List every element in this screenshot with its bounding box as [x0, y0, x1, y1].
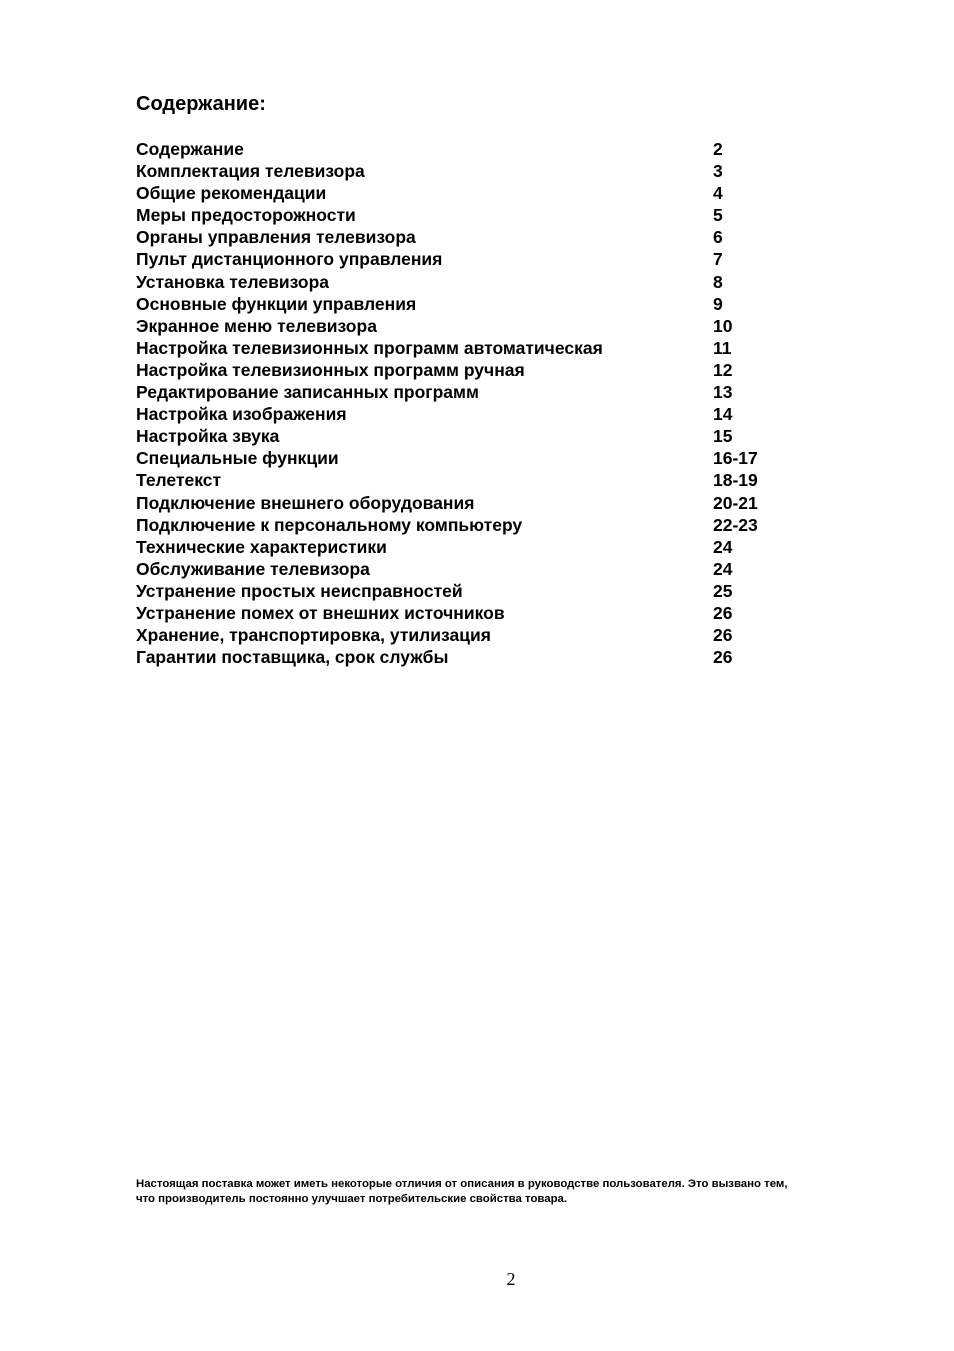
toc-row — [136, 182, 816, 204]
toc-row — [136, 492, 816, 514]
toc-entry-title: Пульт дистанционного управления — [136, 249, 443, 270]
toc-row — [136, 646, 816, 668]
toc-entry-page: 2 — [713, 139, 723, 159]
toc-entry-title: Редактирование записанных программ — [136, 382, 479, 403]
toc-row — [136, 381, 816, 403]
toc-entry-title: Настройка телевизионных программ автоматическая — [136, 337, 603, 358]
toc-row — [136, 293, 816, 315]
footnote-line-2: что производитель постоянно улучшает потребительские свойства товара. — [136, 1193, 568, 1205]
toc-entry-title: Комплектация телевизора — [136, 161, 365, 182]
toc-row — [136, 580, 816, 602]
toc-entry-page: 22-23 — [713, 514, 758, 535]
toc-entry-title: Настройка изображения — [136, 404, 347, 425]
toc-entry-title: Устранение помех от внешних источников — [136, 602, 505, 623]
footnote — [136, 1177, 896, 1207]
toc-row — [136, 204, 816, 226]
toc-entry-page: 26 — [713, 647, 733, 668]
table-of-contents — [136, 138, 816, 668]
toc-entry-title: Настройка звука — [136, 426, 280, 447]
toc-entry-page: 9 — [713, 293, 723, 314]
toc-row — [136, 536, 816, 558]
toc-entry-page: 8 — [713, 271, 723, 292]
toc-entry-page: 18-19 — [713, 470, 758, 491]
toc-entry-page: 25 — [713, 580, 733, 601]
toc-entry-page: 13 — [713, 382, 733, 403]
toc-row — [136, 271, 816, 293]
toc-entry-page: 26 — [713, 625, 733, 646]
toc-entry-title: Экранное меню телевизора — [136, 315, 377, 336]
toc-entry-title: Специальные функции — [136, 448, 339, 469]
toc-entry-title: Содержание — [136, 139, 244, 159]
toc-entry-page: 7 — [713, 249, 723, 270]
footnote-line-1: Настоящая поставка может иметь некоторые отличия от описания в руководстве пользователя. Это вызвано тем, — [136, 1178, 788, 1190]
toc-entry-title: Настройка телевизионных программ ручная — [136, 359, 525, 380]
toc-entry-page: 24 — [713, 536, 733, 557]
toc-entry-title: Подключение внешнего оборудования — [136, 492, 475, 513]
toc-row — [136, 469, 816, 491]
toc-row — [136, 226, 816, 248]
toc-entry-title: Меры предосторожности — [136, 205, 356, 226]
toc-entry-title: Подключение к персональному компьютеру — [136, 514, 523, 535]
toc-entry-title: Хранение, транспортировка, утилизация — [136, 625, 491, 646]
toc-row — [136, 558, 816, 580]
page-title: Содержание: — [136, 93, 266, 115]
toc-row — [136, 359, 816, 381]
toc-entry-title: Гарантии поставщика, срок службы — [136, 647, 449, 668]
toc-entry-title: Органы управления телевизора — [136, 227, 416, 248]
toc-row — [136, 624, 816, 646]
toc-entry-page: 10 — [713, 315, 733, 336]
toc-row — [136, 514, 816, 536]
toc-entry-page: 24 — [713, 558, 733, 579]
toc-entry-page: 15 — [713, 426, 733, 447]
toc-entry-title: Телетекст — [136, 470, 222, 491]
toc-row — [136, 337, 816, 359]
toc-entry-page: 4 — [713, 183, 723, 204]
toc-entry-title: Устранение простых неисправностей — [136, 580, 463, 601]
toc-entry-page: 3 — [713, 161, 723, 182]
toc-entry-title: Технические характеристики — [136, 536, 387, 557]
toc-entry-page: 20-21 — [713, 492, 758, 513]
toc-row — [136, 425, 816, 447]
toc-entry-title: Установка телевизора — [136, 271, 330, 292]
toc-row — [136, 403, 816, 425]
toc-row — [136, 315, 816, 337]
toc-entry-page: 11 — [713, 337, 732, 358]
toc-entry-page: 12 — [713, 359, 733, 380]
toc-row — [136, 602, 816, 624]
toc-row — [136, 138, 816, 160]
toc-entry-page: 14 — [713, 404, 733, 425]
toc-entry-title: Основные функции управления — [136, 293, 417, 314]
toc-entry-page: 6 — [713, 227, 723, 248]
toc-entry-title: Общие рекомендации — [136, 183, 327, 204]
page-number: 2 — [506, 1269, 516, 1289]
toc-row — [136, 160, 816, 182]
toc-entry-page: 16-17 — [713, 448, 758, 469]
toc-entry-page: 5 — [713, 205, 723, 226]
toc-row — [136, 447, 816, 469]
toc-entry-page: 26 — [713, 602, 733, 623]
toc-entry-title: Обслуживание телевизора — [136, 558, 370, 579]
toc-row — [136, 248, 816, 270]
